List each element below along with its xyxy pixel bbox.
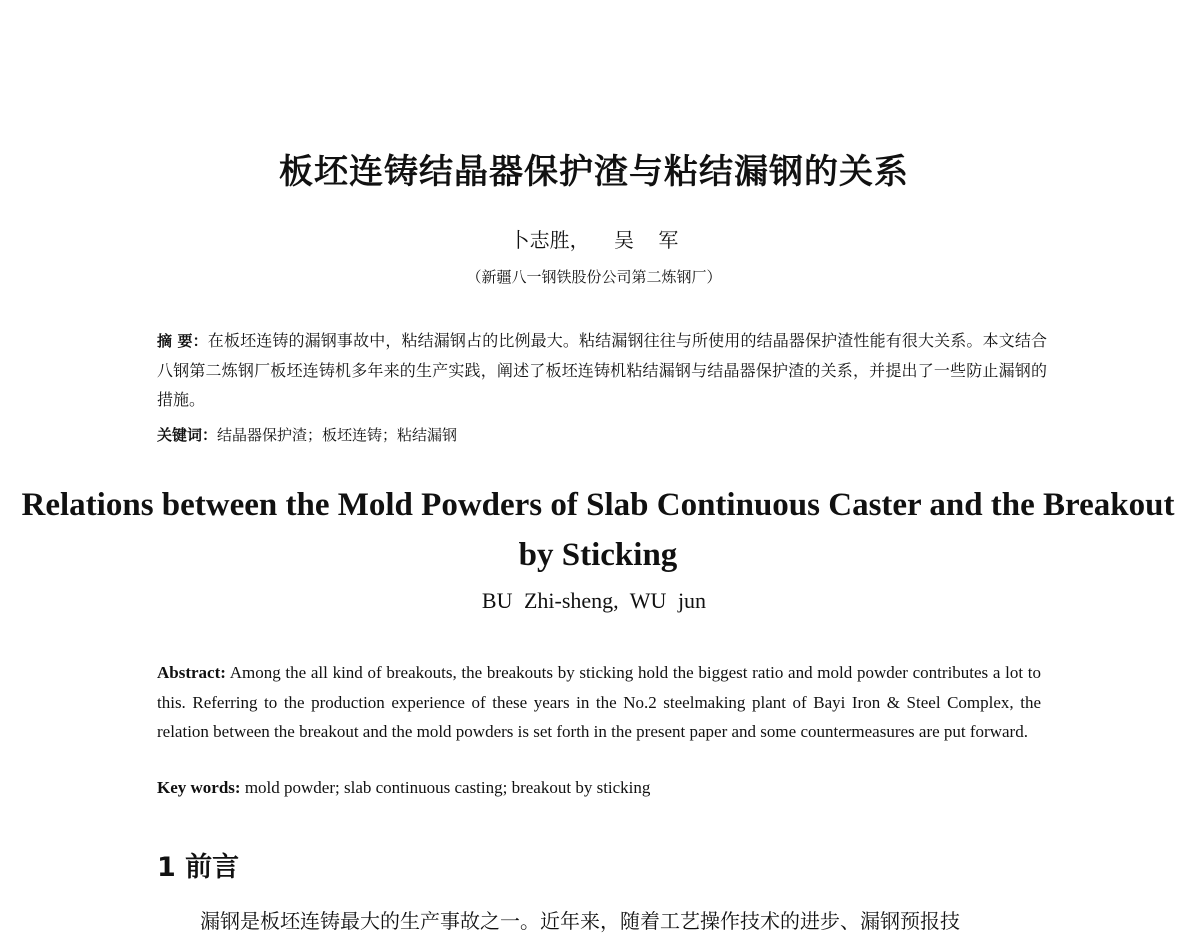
paper-title-zh: 板坯连铸结晶器保护渣与粘结漏钢的关系	[279, 152, 909, 192]
paper-title-en: Relations between the Mold Powders of Slab Continuous Caster and the Breakout by Sticking	[21, 487, 1175, 573]
section-heading-introduction: 1 前言	[157, 852, 240, 883]
abstract-en-label: Abstract:	[157, 663, 226, 682]
authors-zh: 卜志胜， 吴 军	[509, 228, 679, 252]
abstract-en-text: Among the all kind of breakouts, the breakouts by sticking hold the biggest ratio and mold powder contributes a lot to this. Referring to the production experience of these years in the No.2 steelmaking plant of Bayi Iron & Steel Complex, the relation between the breakout and the mold powders is set forth in the present paper and some countermeasures are put forward.	[157, 663, 1042, 741]
keywords-en-text: mold powder; slab continuous casting; breakout by sticking	[244, 778, 651, 797]
keywords-en	[157, 776, 1041, 800]
abstract-zh-label: 摘 要：	[157, 332, 208, 350]
keywords-en-label: Key words:	[157, 778, 241, 797]
authors-en: BU Zhi-sheng, WU jun	[481, 588, 707, 613]
abstract-zh	[157, 326, 1047, 414]
abstract-zh-text: 在板坯连铸的漏钢事故中，粘结漏钢占的比例最大。粘结漏钢往往与所使用的结晶器保护渣性能有很大关系。本文结合八钢第二炼钢厂板坯连铸机多年来的生产实践，阐述了板坯连铸机粘结漏钢与结晶器保护渣的关系，并提出了一些防止漏钢的措施。	[157, 331, 1047, 409]
section-body-line: 漏钢是板坯连铸最大的生产事故之一。近年来，随着工艺操作技术的进步、漏钢预报技	[200, 909, 960, 933]
abstract-en	[157, 658, 1041, 747]
affiliation-zh: （新疆八一钢铁股份公司第二炼钢厂）	[466, 268, 722, 286]
keywords-zh-text: 结晶器保护渣；板坯连铸；粘结漏钢	[217, 426, 458, 444]
keywords-zh	[157, 423, 1047, 447]
keywords-zh-label: 关键词：	[157, 426, 218, 444]
